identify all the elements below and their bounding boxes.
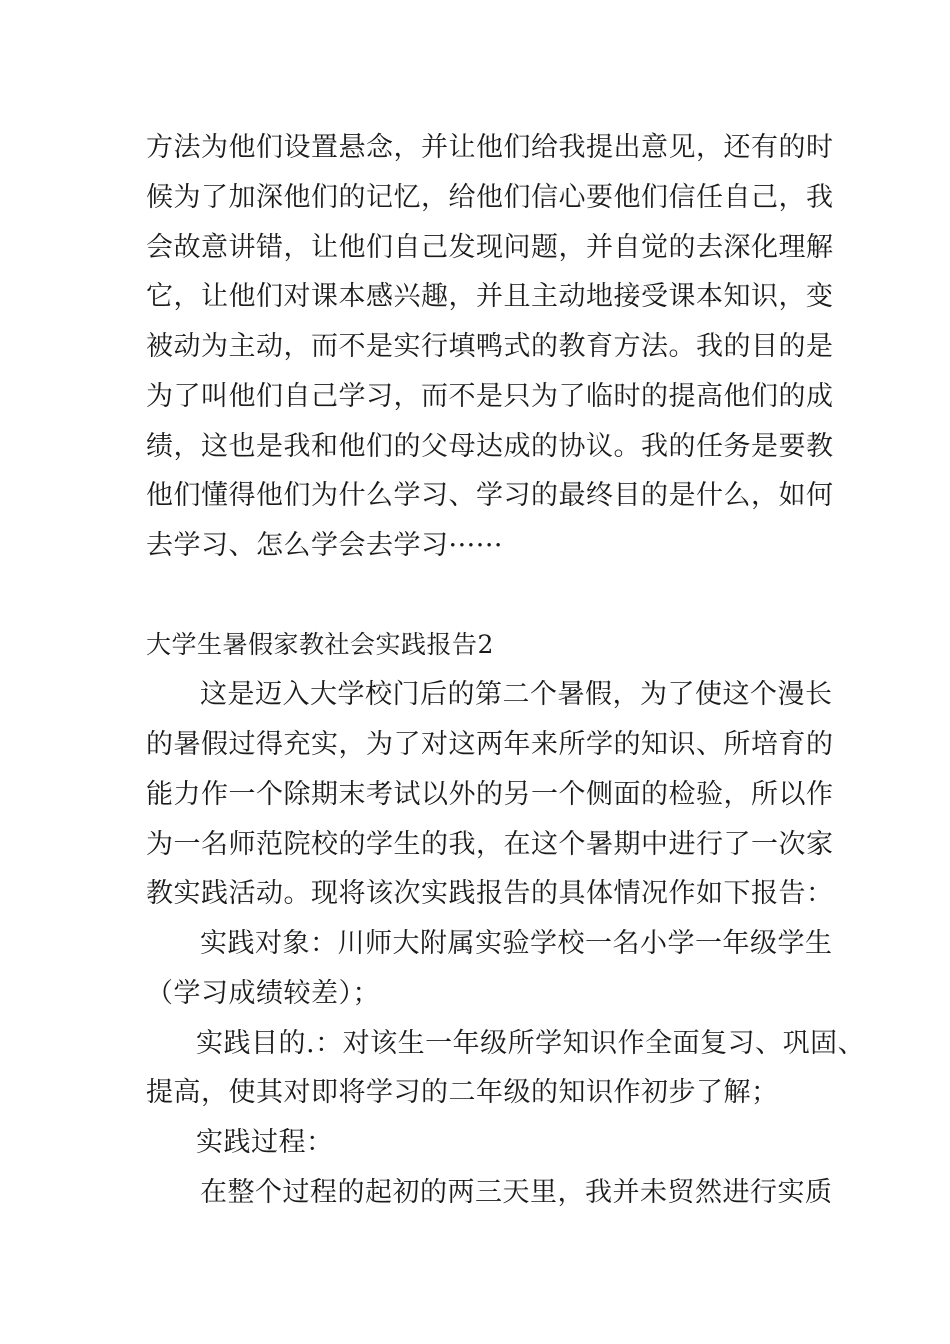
paragraph-1-line-8: 他们懂得他们为什么学习、学习的最终目的是什么，如何 (146, 480, 834, 511)
section-heading: 大学生暑假家教社会实践报告2 (146, 630, 494, 659)
paragraph-4-line-2: 提高，使其对即将学习的二年级的知识作初步了解； (146, 1077, 779, 1108)
paragraph-6-line-1: 在整个过程的起初的两三天里，我并未贸然进行实质 (200, 1177, 833, 1208)
paragraph-3-line-2: （学习成绩较差）； (146, 978, 380, 1009)
paragraph-1-line-6: 为了叫他们自己学习，而不是只为了临时的提高他们的成 (146, 381, 834, 412)
paragraph-1-line-1: 方法为他们设置悬念，并让他们给我提出意见，还有的时 (146, 132, 834, 163)
paragraph-2-line-1: 这是迈入大学校门后的第二个暑假，为了使这个漫长 (200, 679, 833, 710)
paragraph-2-line-3: 能力作一个除期末考试以外的另一个侧面的检验，所以作 (146, 779, 834, 810)
paragraph-1-line-5: 被动为主动，而不是实行填鸭式的教育方法。我的目的是 (146, 331, 834, 362)
paragraph-1-line-7: 绩，这也是我和他们的父母达成的协议。我的任务是要教 (146, 431, 834, 462)
paragraph-1-line-2: 候为了加深他们的记忆，给他们信心要他们信任自己，我 (146, 182, 834, 213)
paragraph-2-line-5: 教实践活动。现将该次实践报告的具体情况作如下报告： (146, 878, 834, 909)
paragraph-2-line-2: 的暑假过得充实，为了对这两年来所学的知识、所培育的 (146, 729, 834, 760)
paragraph-5: 实践过程： (196, 1127, 334, 1158)
paragraph-4-line-1: 实践目的.：对该生一年级所学知识作全面复习、巩固、 (196, 1028, 866, 1059)
paragraph-3-line-1: 实践对象：川师大附属实验学校一名小学一年级学生 (200, 928, 833, 959)
paragraph-1-line-3: 会故意讲错，让他们自己发现问题，并自觉的去深化理解 (146, 232, 834, 263)
paragraph-2-line-4: 为一名师范院校的学生的我，在这个暑期中进行了一次家 (146, 829, 834, 860)
paragraph-1-line-4: 它，让他们对课本感兴趣，并且主动地接受课本知识，变 (146, 281, 834, 312)
paragraph-1-line-9: 去学习、怎么学会去学习······ (146, 530, 503, 561)
